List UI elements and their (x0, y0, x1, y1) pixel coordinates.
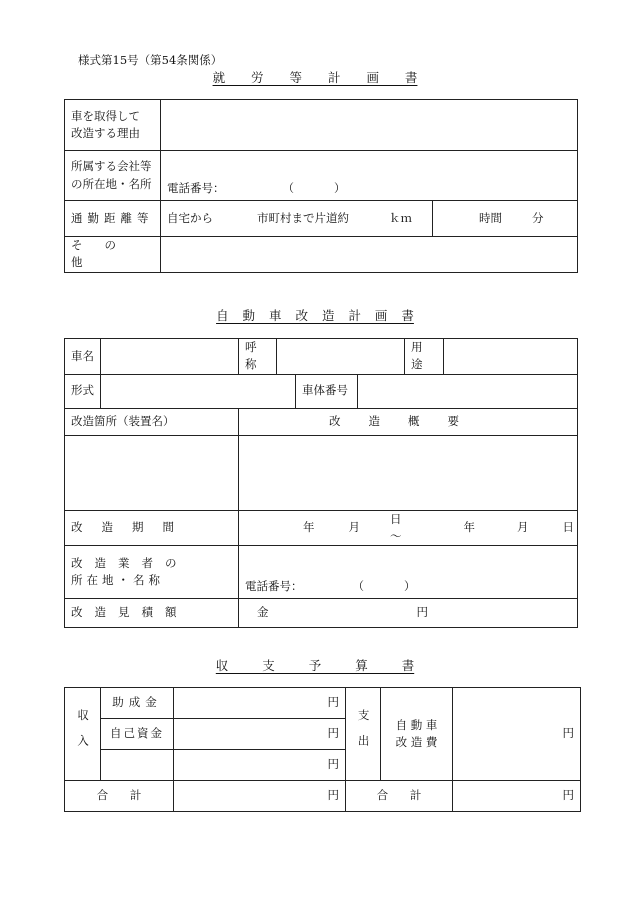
model-name-label: 呼 称 (239, 339, 277, 375)
company-phone-label: 電話番号： (167, 180, 225, 195)
mod-cost-label-line2: 改 造 費 (395, 735, 438, 749)
subsidy-yen: 円 (327, 695, 339, 710)
estimate-label (65, 599, 239, 628)
subsidy-amount[interactable] (174, 688, 346, 719)
mod-cost-label (381, 688, 453, 781)
estimate-label-text: 改造見積額 (71, 605, 189, 620)
mod-cost-yen: 円 (562, 726, 574, 741)
blank-income-label[interactable] (101, 750, 174, 781)
company-label-line1: 所属する会社等 (71, 159, 152, 174)
body-number-label: 車体番号 (296, 374, 358, 408)
expense-total-label-text: 合 計 (376, 788, 422, 803)
subsidy-label (101, 688, 174, 719)
body-number-field[interactable] (358, 374, 578, 408)
budget-table (64, 687, 581, 812)
expense-total-yen: 円 (562, 788, 574, 803)
estimate-yen: 円 (416, 605, 428, 620)
mod-cost-amount[interactable] (453, 688, 581, 781)
own-funds-label (101, 719, 174, 750)
other-label (65, 237, 161, 273)
expense-label-text: 支出 (356, 708, 371, 760)
blank-income-yen: 円 (327, 757, 339, 772)
modification-plan-table (64, 338, 578, 628)
period-label-text: 改造期間 (71, 520, 193, 535)
commute-to: 市町村まで片道約 (257, 210, 349, 225)
vendor-label-line2: 所在地・名称 (71, 573, 164, 587)
car-name-field[interactable] (101, 339, 239, 375)
reason-label (65, 100, 161, 151)
location-field[interactable] (65, 435, 239, 510)
budget-title (0, 656, 630, 674)
own-funds-label-text: 自己資金 (110, 726, 164, 741)
company-label-line2: の所在地・名所 (71, 176, 152, 191)
employment-plan-title (0, 68, 630, 86)
vendor-label-line1: 改造業者の (71, 555, 189, 570)
commute-minutes: 分 (532, 210, 544, 225)
expense-total-label (346, 781, 453, 812)
modification-plan-title (0, 306, 630, 324)
expense-total-amount[interactable] (453, 781, 581, 812)
period-field[interactable] (239, 510, 578, 546)
vendor-phone-label: 電話番号： (245, 578, 303, 593)
mod-cost-label-line1: 自 動 車 (395, 717, 438, 732)
commute-time-field[interactable] (433, 201, 578, 237)
commute-km: ｋｍ (389, 210, 412, 225)
budget-title-text: 収 支 予 算 書 (215, 658, 415, 673)
vendor-label (65, 546, 239, 599)
other-field[interactable] (161, 237, 578, 273)
income-total-yen: 円 (327, 788, 339, 803)
car-name-label: 車名 (65, 339, 101, 375)
commute-from: 自宅から (167, 210, 213, 225)
commute-label (65, 201, 161, 237)
income-label (65, 688, 101, 781)
location-label: 改造箇所（装置名） (65, 408, 239, 435)
modification-plan-title-text: 自 動 車 改 造 計 画 書 (216, 308, 414, 323)
overview-label-text: 改造概要 (329, 413, 487, 428)
period-start-day: 日～ (390, 511, 402, 543)
income-total-amount[interactable] (174, 781, 346, 812)
income-total-label (65, 781, 174, 812)
period-label (65, 510, 239, 546)
period-end-year: 年 (463, 520, 475, 535)
company-phone-paren-open: （ (282, 180, 294, 195)
expense-label (346, 688, 381, 781)
overview-label (239, 408, 578, 435)
estimate-money-prefix: 金 (257, 605, 269, 620)
reason-field[interactable] (161, 100, 578, 151)
usage-field[interactable] (444, 339, 578, 375)
commute-distance-field[interactable] (161, 201, 433, 237)
company-label (65, 151, 161, 201)
subsidy-label-text: 助成金 (112, 695, 162, 710)
blank-income-amount[interactable] (174, 750, 346, 781)
reason-label-line2: 改造する理由 (71, 126, 140, 140)
model-name-field[interactable] (277, 339, 405, 375)
other-label-text: その他 (71, 238, 138, 270)
income-label-text: 収入 (76, 708, 91, 760)
employment-plan-title-text: 就 労 等 計 画 書 (212, 70, 418, 85)
commute-hours: 時間 (479, 210, 502, 225)
type-field[interactable] (101, 374, 296, 408)
period-start-month: 月 (348, 520, 360, 535)
vendor-field[interactable] (239, 546, 578, 599)
estimate-field[interactable] (239, 599, 578, 628)
reason-label-line1: 車を取得して (71, 108, 140, 123)
company-phone-paren-close: ） (334, 180, 346, 195)
income-total-label-text: 合 計 (96, 788, 142, 803)
period-end-month: 月 (517, 520, 529, 535)
company-field[interactable] (161, 151, 578, 201)
form-number: 様式第15号（第54条関係） (78, 53, 223, 67)
own-funds-yen: 円 (327, 726, 339, 741)
period-end-day: 日 (562, 520, 574, 535)
own-funds-amount[interactable] (174, 719, 346, 750)
vendor-phone-paren-open: （ (352, 578, 364, 593)
commute-label-text: 通勤距離等 (71, 210, 154, 225)
employment-plan-table (64, 99, 578, 273)
overview-field[interactable] (239, 435, 578, 510)
usage-label: 用 途 (405, 339, 444, 375)
type-label: 形式 (65, 374, 101, 408)
period-start-year: 年 (303, 520, 315, 535)
vendor-phone-paren-close: ） (404, 578, 416, 593)
